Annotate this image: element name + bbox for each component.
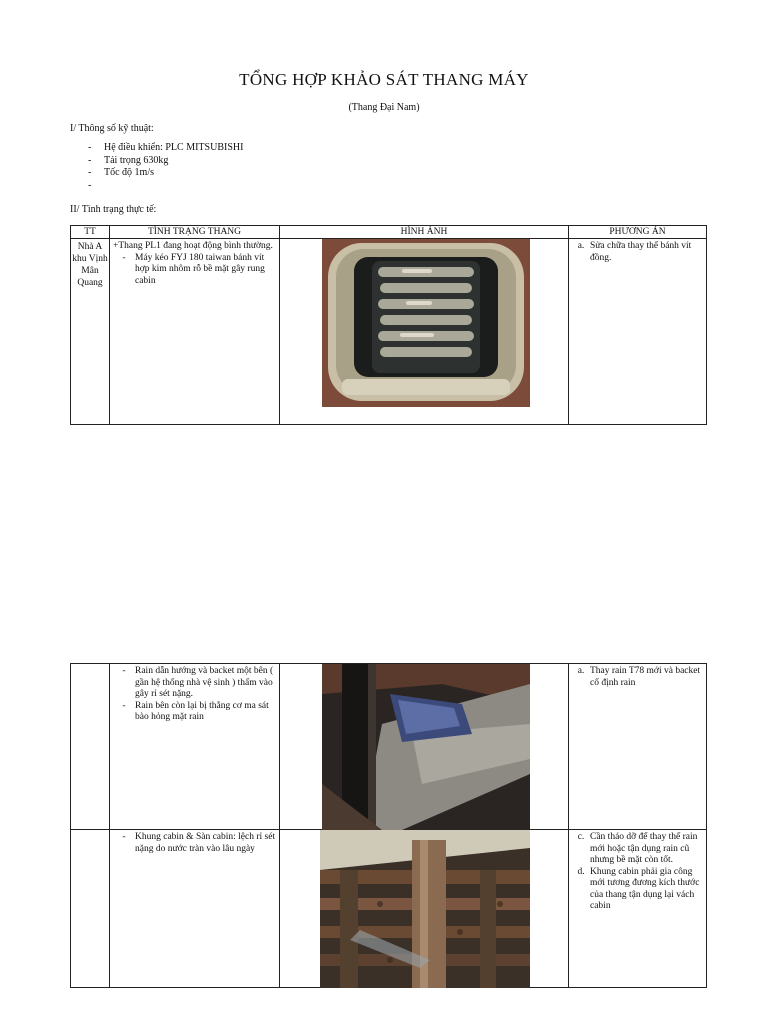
solution-item: a. Sửa chữa thay thế bánh vít đồng. — [577, 241, 692, 263]
row-tt-cell — [71, 830, 110, 988]
solution-item: d. Khung cabin phải gia công mới tương đương kích thước của thang tận dụng lại vách cabin — [577, 866, 700, 911]
worm-gear-photo — [322, 239, 530, 407]
status-item: - Máy kéo FYJ 180 taiwan bánh vít hợp kim nhôm rỗ bề mặt gây rung cabin — [122, 252, 265, 286]
row-solution-cell — [569, 664, 707, 830]
spec-item: - — [88, 179, 92, 191]
solution-item: c. Cần tháo dỡ để thay thế rain mới hoặc tận dụng rain cũ nhưng bề mặt còn tốt. — [577, 832, 698, 865]
header-solution: PHƯƠNG ÁN — [569, 226, 707, 239]
status-item: - Khung cabin & Sàn cabin: lệch rỉ sét nặng do nước tràn vào lâu ngày — [122, 832, 276, 854]
section-2-heading: II/ Tình trạng thực tế: — [70, 204, 157, 215]
header-image: HÌNH ẢNH — [280, 226, 569, 239]
cabin-frame-photo — [320, 830, 530, 988]
section-1-heading: I/ Thông số kỹ thuật: — [70, 123, 154, 134]
row-status-cell — [110, 239, 280, 425]
document-subtitle: (Thang Đại Nam) — [348, 102, 420, 113]
row-solution-cell — [569, 239, 707, 425]
spec-list — [88, 142, 243, 192]
row-status-cell — [110, 664, 280, 830]
row-status-cell — [110, 830, 280, 988]
row-solution-cell — [569, 830, 707, 988]
table-row — [71, 239, 707, 425]
table-row — [71, 830, 707, 988]
survey-table — [70, 225, 707, 425]
table-row — [71, 664, 707, 830]
survey-table-continued — [70, 663, 707, 988]
header-tt: TT — [71, 226, 110, 239]
spec-item: - Hệ điều khiển: PLC MITSUBISHI — [88, 142, 244, 153]
status-intro: +Thang PL1 đang hoạt động bình thường. — [113, 241, 273, 251]
status-item: - Rain bên còn lại bị thẳng cơ ma sát bào hỏng mặt rain — [122, 700, 269, 722]
spec-item: - Tải trọng 630kg — [88, 154, 169, 166]
row-image-cell — [280, 830, 569, 988]
header-status: TÌNH TRẠNG THANG — [110, 226, 280, 239]
solution-item: a. Thay rain T78 mới và backet cố định rain — [577, 666, 701, 688]
row-image-cell — [280, 664, 569, 830]
row-image-cell — [280, 239, 569, 425]
row-tt-cell — [71, 664, 110, 830]
status-item: - Rain dẫn hướng và backet một bên ( gần hệ thống nhà vệ sinh ) thấm vào gây rỉ sét nặng. — [122, 666, 274, 699]
table-header-row — [71, 226, 707, 239]
guide-rail-photo — [322, 664, 530, 830]
row-tt-cell: Nhà A khu Vịnh Mân Quang — [71, 239, 110, 425]
spec-item: - Tốc độ 1m/s — [88, 167, 154, 178]
document-title: TỔNG HỢP KHẢO SÁT THANG MÁY — [239, 70, 529, 89]
